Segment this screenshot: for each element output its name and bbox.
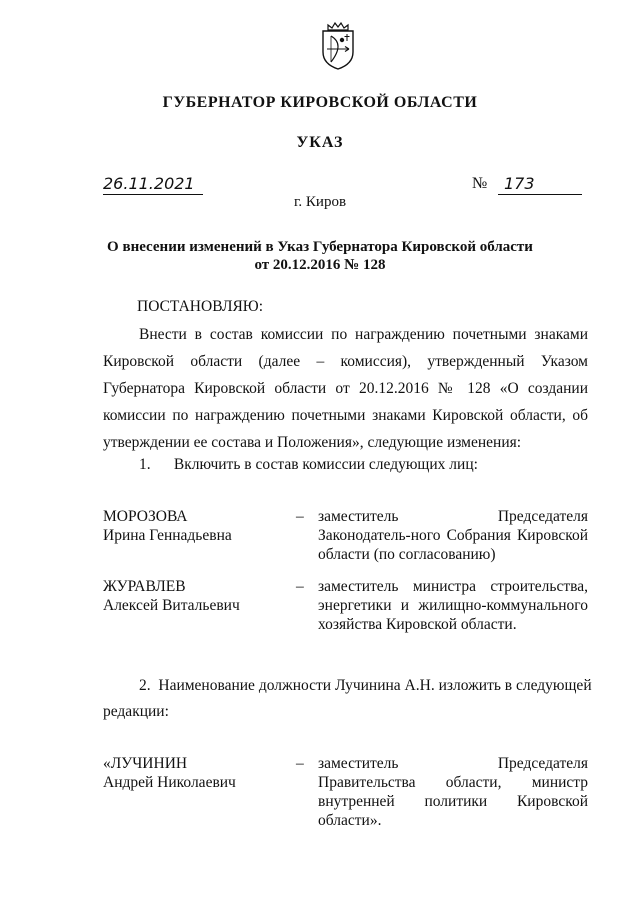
member-role: заместитель министра строительства, энергетики и жилищно-коммунального хозяйства Кировской области. — [318, 578, 588, 633]
item-2-line2: редакции: — [103, 703, 169, 720]
member-dash: – — [296, 508, 304, 525]
member-name: Ирина Геннадьевна — [103, 527, 232, 544]
member-role: заместитель Председателя Правительства области, министр внутренней политики Кировской области». — [318, 755, 588, 829]
authority-title: ГУБЕРНАТОР КИРОВСКОЙ ОБЛАСТИ — [162, 94, 478, 111]
document-type: УКАЗ — [296, 134, 344, 151]
item-2-line1: 2. Наименование должности Лучинина А.Н. изложить в следующей — [139, 677, 592, 694]
item-1: 1. Включить в состав комиссии следующих лиц: — [139, 456, 478, 473]
member-luchinin — [103, 754, 236, 792]
city: г. Киров — [293, 194, 347, 210]
member-dash: – — [296, 578, 304, 595]
intro-paragraph: Внести в состав комиссии по награждению почетными знаками Кировской области (далее – комиссия), утвержденный Указом Губернатора Кировской области от 20.12.2016 № 128 «О создании комиссии по награждению почетными знаками Кировской области, об утверждении ее состава и Положения», следующие изменения: — [103, 326, 588, 451]
member-name: Андрей Николаевич — [103, 774, 236, 791]
decree-title-line2: от 20.12.2016 № 128 — [254, 257, 386, 273]
member-surname: ЖУРАВЛЕВ — [103, 578, 186, 595]
member-surname: «ЛУЧИНИН — [103, 755, 188, 772]
decree-date: 26.11.2021 — [103, 174, 203, 195]
resolve-heading: ПОСТАНОВЛЯЮ: — [137, 298, 264, 315]
decree-title — [0, 238, 640, 274]
coat-of-arms-icon — [318, 22, 358, 70]
number-label: № — [472, 175, 488, 192]
member-dash: – — [296, 755, 304, 772]
member-surname: МОРОЗОВА — [103, 508, 188, 525]
member-morozova — [103, 507, 232, 545]
member-zhuravlev — [103, 577, 240, 615]
decree-title-line1: О внесении изменений в Указ Губернатора Кировской области — [107, 239, 533, 255]
member-name: Алексей Витальевич — [103, 597, 240, 614]
decree-number: 173 — [498, 174, 582, 195]
member-role: заместитель Председателя Законодатель-ного Собрания Кировской области (по согласованию) — [318, 508, 588, 563]
